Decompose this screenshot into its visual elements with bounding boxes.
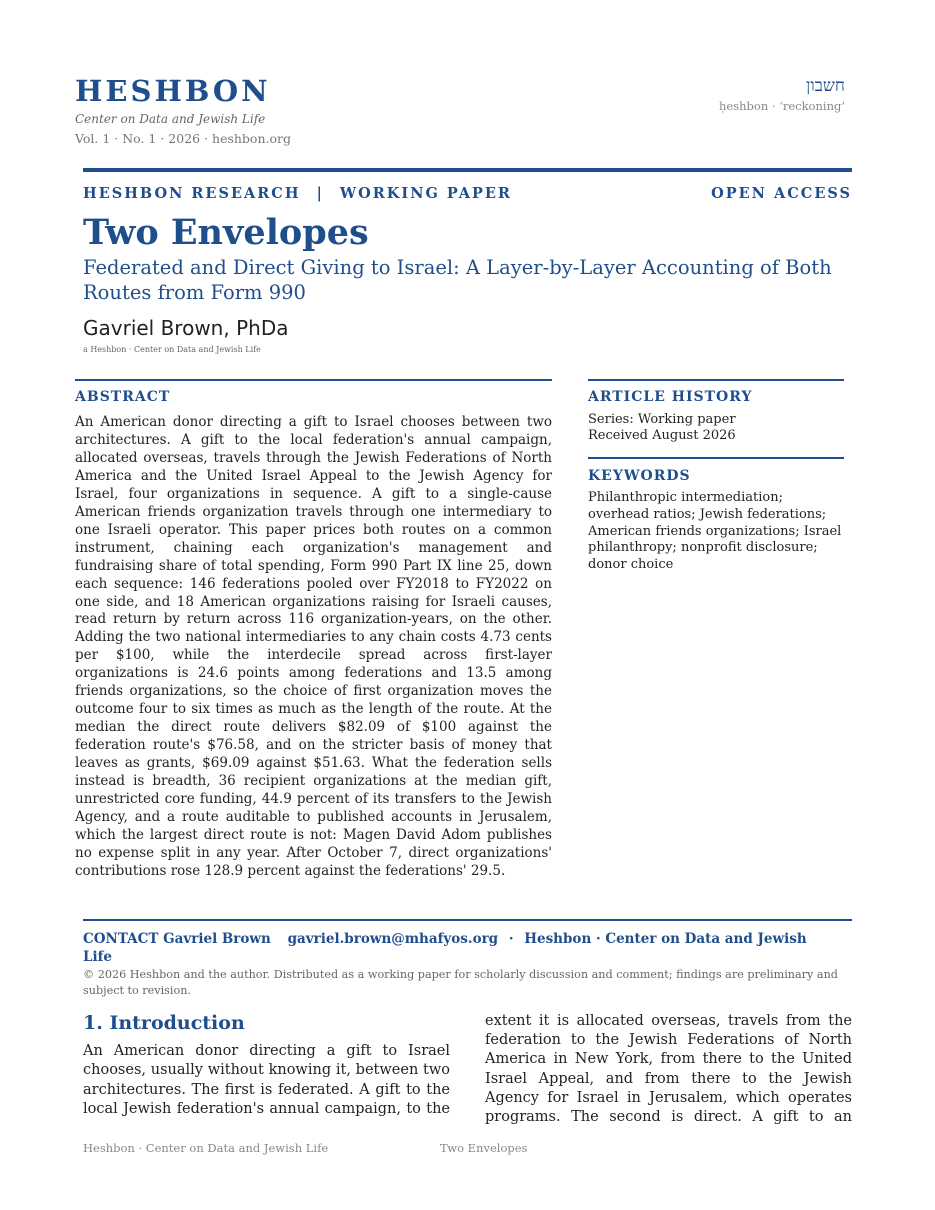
series-line (83, 185, 512, 202)
history-received: Received August 2026 (588, 428, 736, 443)
contact-rule (83, 919, 852, 921)
section-heading-introduction: 1. Introduction (83, 1012, 245, 1034)
header-rule (83, 168, 852, 172)
contact-institution: Heshbon · Center on Data and Jewish Life (83, 931, 807, 965)
abstract-text: An American donor directing a gift to Israel chooses between two architectures. A gift to the local federation's annual campaign, allocated overseas, travels through the Jewish Federations of North America and the United Israel Appeal to the Jewish Agency for Israel, four organizations in sequence. A gift to a single-cause American friends organization travels through one intermediary to one Israeli operator. This paper prices both routes on a common instrument, chaining each organization's management and fundraising share of total spending, Form 990 Part IX line 25, down each sequence: 146 federations pooled over FY2018 to FY2022 on one side, and 18 American organizations raising for Israeli causes, read return by return across 116 organization-years, on the other. Adding the two national intermediaries to any chain costs 4.73 cents per $100, while the interdecile spread across first-layer organizations is 24.6 points among federations and 13.5 among friends organizations, so the choice of first organization moves the outcome four to six times as much as the length of the route. At the median the direct route delivers $82.09 of $100 against the federation route's $76.58, and on the stricter basis of money that leaves as grants, $69.09 against $51.63. What the federation sells instead is breadth, 36 recipient organizations at the median gift, unrestricted core funding, 44.9 percent of its transfers to the Jewish Agency, and a route auditable to published accounts in Jerusalem, which the largest direct route is not: Magen David Adom publishes no expense split in any year. After October 7, direct organizations' contributions rose 128.9 percent against the federations' 29.5. (75, 414, 552, 879)
keywords-rule (588, 457, 844, 459)
transliteration: ḥeshbon · ‘reckoning’ (719, 99, 845, 113)
footer-running-title: Two Envelopes (440, 1141, 528, 1155)
paper-title: Two Envelopes (83, 212, 369, 253)
contact-line (83, 930, 835, 966)
author-name: Gavriel Brown, PhDa (83, 316, 289, 340)
abstract-heading: ABSTRACT (75, 389, 171, 405)
open-access-badge: OPEN ACCESS (711, 185, 852, 202)
history-series: Series: Working paper (588, 412, 736, 427)
abstract-rule (75, 379, 552, 381)
contact-label: CONTACT Gavriel Brown (83, 931, 271, 947)
volume-line: Vol. 1 · No. 1 · 2026 · heshbon.org (75, 131, 291, 146)
contact-email[interactable]: gavriel.brown@mhafyos.org (287, 931, 499, 947)
paper-type: WORKING PAPER (339, 185, 512, 202)
history-rule (588, 379, 844, 381)
series-separator: | (316, 185, 324, 202)
keywords-text: Philanthropic intermediation; overhead ratios; Jewish federations; American friends organizations; Israel philanthropy; nonprofit disclosure; donor choice (588, 490, 842, 573)
copyright-notice: © 2026 Heshbon and the author. Distributed as a working paper for scholarly discussion and comment; findings are preliminary and subject to revision. (83, 968, 838, 997)
contact-separator: · (508, 931, 514, 947)
author-affiliation: a Heshbon · Center on Data and Jewish Life (83, 345, 261, 354)
keywords-heading: KEYWORDS (588, 468, 691, 484)
intro-column-left: An American donor directing a gift to Israel chooses, usually without knowing it, between two architectures. The first is federated. A gift to the local Jewish federation's annual campaign, to the (83, 1043, 450, 1117)
center-name: Center on Data and Jewish Life (75, 112, 266, 126)
footer-left: Heshbon · Center on Data and Jewish Life (83, 1141, 329, 1155)
article-history-heading: ARTICLE HISTORY (588, 389, 753, 405)
series-label: HESHBON RESEARCH (83, 185, 301, 202)
journal-brand: HESHBON (75, 74, 271, 108)
intro-column-right: extent it is allocated overseas, travels from the federation to the Jewish Federations of North America in New York, from there to the United Israel Appeal, and from there to the Jewish Agency for Israel in Jerusalem, which operates programs. The second is direct. A gift to an (485, 1013, 852, 1126)
hebrew-wordmark: חשבון (806, 76, 845, 96)
paper-subtitle: Federated and Direct Giving to Israel: A Layer-by-Layer Accounting of Both Routes from Form 990 (83, 256, 832, 304)
